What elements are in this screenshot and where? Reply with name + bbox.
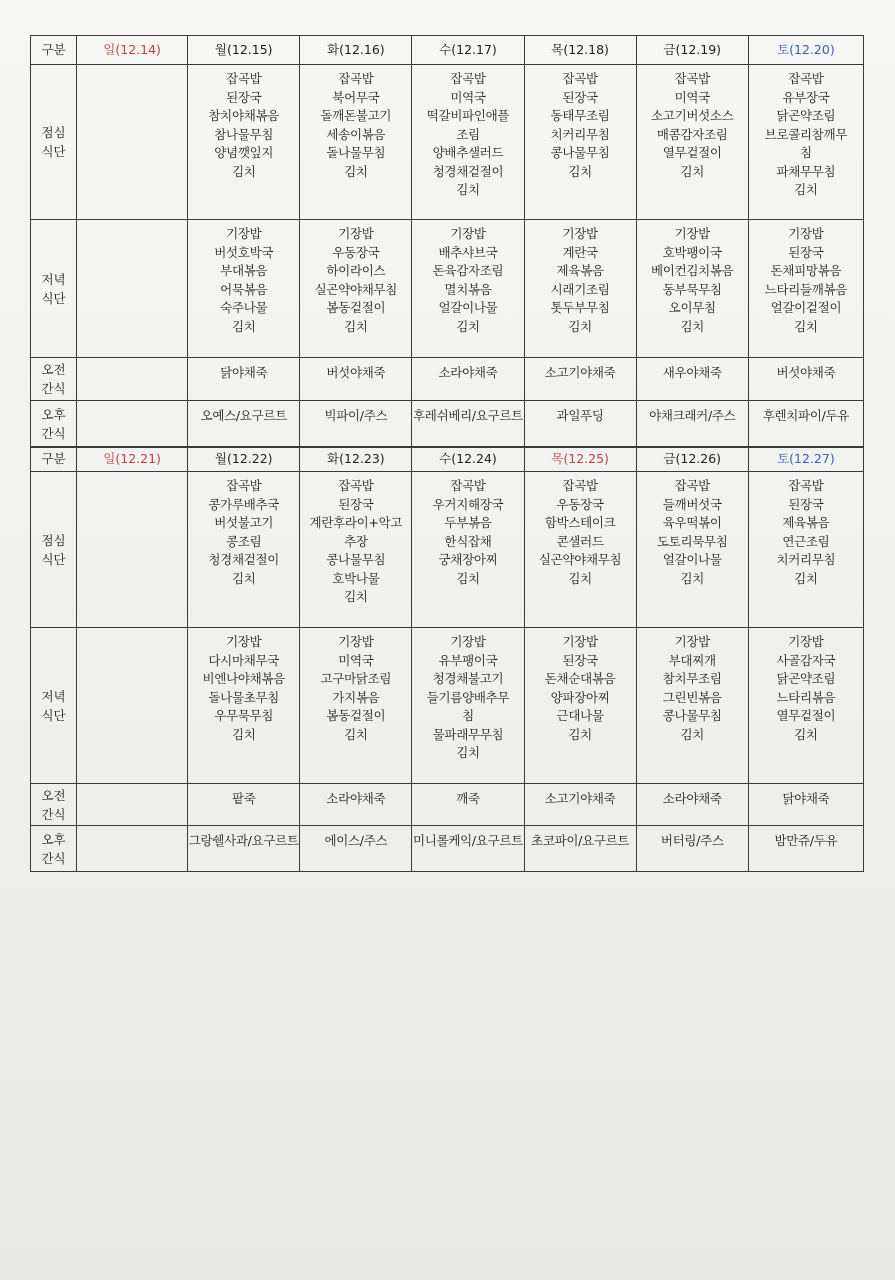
- menu-item: 된장국: [788, 496, 824, 512]
- menu-item: 돌깨돈불고기: [320, 108, 392, 123]
- menu-item: 참치야채볶음: [208, 108, 280, 123]
- menu-item: 잡곡밥: [226, 71, 262, 86]
- menu-item: 김치: [568, 570, 592, 586]
- menu-item: 잡곡밥: [788, 478, 824, 493]
- snack-item: [77, 784, 187, 790]
- row-label-line: 점심: [41, 532, 66, 548]
- snack-cell: [300, 401, 412, 448]
- menu-item: 잡곡밥: [562, 71, 598, 86]
- day-header: 월(12.15): [188, 36, 300, 65]
- menu-item: 배추샤브국: [438, 244, 498, 260]
- menu-item: 한식잡채: [444, 533, 492, 549]
- menu-item: 김치: [344, 163, 368, 179]
- menu-item: 얼갈이나물: [662, 552, 722, 567]
- snack-cell: [188, 358, 300, 401]
- row-label-line: 식단: [41, 144, 66, 159]
- snack-cell: [636, 784, 748, 826]
- menu-item: 고구마닭조림: [320, 671, 392, 686]
- menu-item: 어묵볶음: [220, 281, 268, 297]
- menu-cell: [412, 628, 524, 784]
- menu-item: 치커리무침: [550, 126, 610, 142]
- menu-item: 참치무조림: [662, 671, 722, 686]
- menu-item: 기장밥: [674, 226, 710, 241]
- menu-item: 도토리묵무침: [656, 533, 728, 549]
- snack-cell: [300, 784, 412, 826]
- menu-cell: [300, 220, 412, 358]
- menu-item: 김치: [456, 745, 480, 760]
- menu-item: 계란국: [562, 244, 598, 260]
- menu-item: 얼갈이나물: [438, 300, 498, 315]
- menu-cell: [300, 628, 412, 784]
- menu-item: 실곤약야채무침: [538, 552, 622, 567]
- row-label-line: 저녁: [41, 688, 66, 704]
- menu-item: 오이무침: [668, 300, 716, 315]
- day-header: 금(12.19): [636, 36, 748, 65]
- snack-item: 야채크래커/주스: [649, 408, 736, 423]
- menu-item: 봄동겉절이: [326, 300, 386, 315]
- menu-item: 치커리무침: [776, 552, 836, 567]
- header-row: [31, 447, 864, 472]
- afternoon-snack-label: [31, 401, 77, 448]
- week-1-menu-table: [30, 35, 864, 448]
- menu-item: 버섯호박국: [214, 244, 274, 260]
- menu-item: 기장밥: [788, 634, 824, 649]
- day-header: 수(12.24): [412, 447, 524, 472]
- snack-cell: [748, 401, 863, 448]
- dinner-label: [31, 220, 77, 358]
- menu-item: 우거지해장국: [432, 496, 504, 512]
- snack-item: 소라야채죽: [438, 365, 498, 380]
- menu-item: 김치: [568, 318, 592, 334]
- menu-cell: [524, 628, 636, 784]
- day-header: 월(12.22): [188, 447, 300, 472]
- snack-cell: [412, 826, 524, 872]
- snack-item: 소고기야채죽: [544, 791, 616, 806]
- snack-cell: [412, 784, 524, 826]
- snack-item: 소고기야채죽: [544, 365, 616, 380]
- snack-item: 초코파이/요구르트: [531, 833, 630, 848]
- menu-item: 들깨버섯국: [662, 496, 722, 512]
- week-2-menu-table: [30, 446, 864, 872]
- row-label-line: 오전: [41, 787, 66, 803]
- menu-item: 양배추샐러드: [432, 145, 504, 160]
- menu-item: 우무묵무침: [214, 708, 274, 723]
- menu-cell: [188, 628, 300, 784]
- menu-item: 잡곡밥: [338, 478, 374, 493]
- menu-item: 얼갈이겉절이: [770, 300, 842, 315]
- menu-item: 추장: [344, 533, 368, 549]
- snack-item: 팥죽: [231, 791, 256, 806]
- menu-cell: [412, 220, 524, 358]
- menu-item: 김치: [344, 318, 368, 334]
- menu-item: 잡곡밥: [788, 71, 824, 86]
- menu-item: 김치: [456, 570, 480, 586]
- menu-item: 사골감자국: [776, 652, 836, 668]
- menu-item: 북어무국: [332, 89, 380, 105]
- afternoon-snack-row: [31, 401, 864, 448]
- menu-item: 비엔나야채볶음: [202, 671, 285, 686]
- row-label-line: 저녁: [41, 271, 66, 287]
- lunch-label: [31, 65, 77, 220]
- menu-item: 참나물무침: [214, 126, 274, 142]
- snack-cell: [77, 358, 188, 401]
- menu-item: 두부볶음: [444, 515, 492, 530]
- snack-item: 후렌치파이/두유: [762, 408, 850, 423]
- menu-item: 김치: [680, 570, 705, 586]
- row-label-line: 식단: [41, 290, 66, 306]
- morning-snack-row: [31, 358, 864, 401]
- menu-item: 양파장아찌: [550, 689, 610, 705]
- menu-item: 기장밥: [562, 226, 598, 241]
- menu-item: 파채무무침: [776, 163, 836, 179]
- snack-cell: [524, 401, 636, 448]
- menu-item: 느타리들깨볶음: [764, 281, 848, 297]
- menu-item: 미역국: [450, 89, 486, 105]
- menu-item: 호박나물: [332, 570, 380, 586]
- menu-item: 돈육감자조림: [432, 263, 504, 278]
- menu-item: 들기름양배추무: [426, 689, 510, 705]
- dinner-label: [31, 628, 77, 784]
- snack-cell: [748, 826, 863, 872]
- menu-item: 톳두부무침: [550, 300, 610, 315]
- menu-item: 김치: [231, 726, 256, 742]
- menu-cell: [636, 220, 748, 358]
- menu-item: 매콤감자조림: [656, 126, 728, 142]
- menu-item: 콩나물무침: [326, 552, 386, 567]
- menu-item: 우동장국: [332, 244, 380, 260]
- lunch-label: [31, 472, 77, 628]
- snack-cell: [524, 826, 636, 872]
- menu-item: 김치: [456, 318, 480, 334]
- snack-cell: [524, 784, 636, 826]
- menu-cell: [748, 628, 863, 784]
- snack-item: 그랑쉘사과/요구르트: [188, 833, 299, 848]
- menu-cell: [636, 628, 748, 784]
- menu-item: 계란후라이+악고: [309, 515, 403, 530]
- lunch-row: [31, 65, 864, 220]
- day-header: 금(12.26): [636, 447, 748, 472]
- menu-item: 다시마채무국: [208, 652, 280, 668]
- header-label: 구분: [31, 36, 77, 65]
- menu-item: 베이컨김치볶음: [651, 263, 734, 278]
- menu-item: 김치: [456, 182, 480, 197]
- day-header: 수(12.17): [412, 36, 524, 65]
- menu-cell: [188, 472, 300, 628]
- menu-item: 우동장국: [556, 496, 604, 512]
- dinner-row: [31, 220, 864, 358]
- menu-item: 콩나물무침: [550, 145, 610, 160]
- lunch-row: [31, 472, 864, 628]
- snack-cell: [188, 784, 300, 826]
- menu-item: 김치: [231, 163, 256, 179]
- menu-item: 부대찌개: [668, 652, 716, 668]
- menu-item: 된장국: [226, 89, 262, 105]
- menu-item: 김치: [794, 726, 818, 742]
- dinner-row: [31, 628, 864, 784]
- day-header: 토(12.27): [748, 447, 863, 472]
- menu-item: 콩나물무침: [662, 708, 722, 723]
- menu-item: 기장밥: [674, 634, 710, 649]
- snack-item: [77, 826, 187, 832]
- menu-item: 닭곤약조림: [776, 108, 836, 123]
- snack-cell: [636, 401, 748, 448]
- snack-item: 닭야채죽: [782, 791, 830, 806]
- header-label: 구분: [31, 447, 77, 472]
- snack-item: 버섯야채죽: [776, 365, 836, 380]
- header-row: [31, 36, 864, 65]
- menu-cell: [748, 220, 863, 358]
- day-header: 목(12.25): [524, 447, 636, 472]
- menu-item: 부대볶음: [220, 263, 268, 278]
- row-label-line: 간식: [41, 426, 66, 441]
- menu-item: 잡곡밥: [450, 478, 486, 493]
- menu-item: 김치: [794, 318, 818, 334]
- snack-item: [77, 401, 187, 407]
- snack-item: 버터링/주스: [660, 833, 724, 848]
- menu-item: 김치: [794, 182, 818, 197]
- snack-cell: [77, 784, 188, 826]
- snack-item: 깨죽: [456, 791, 480, 806]
- menu-cell: [412, 65, 524, 220]
- menu-item: 제육볶음: [782, 515, 830, 530]
- snack-item: 빅파이/주스: [324, 408, 388, 423]
- menu-item: 시래기조림: [550, 281, 610, 297]
- menu-item: 열무겉절이: [662, 145, 722, 160]
- day-header: 화(12.23): [300, 447, 412, 472]
- snack-item: 과일푸딩: [556, 408, 604, 423]
- menu-item: 김치: [680, 163, 705, 179]
- menu-item: 콩가루배추국: [208, 496, 280, 512]
- menu-cell: [300, 472, 412, 628]
- menu-item: 콘샐러드: [556, 533, 604, 549]
- menu-item: 함박스테이크: [544, 515, 616, 530]
- menu-item: 소고기버섯소스: [651, 108, 734, 123]
- menu-cell: [636, 65, 748, 220]
- menu-item: 돌나물무침: [326, 145, 386, 160]
- menu-cell: [636, 472, 748, 628]
- menu-item: 근대나물: [556, 708, 604, 723]
- snack-cell: [636, 826, 748, 872]
- snack-item: 밤만쥬/두유: [774, 833, 838, 848]
- menu-item: 제육볶음: [556, 263, 604, 278]
- day-header: 일(12.14): [77, 36, 188, 65]
- menu-item: 기장밥: [788, 226, 824, 241]
- snack-item: 에이스/주스: [324, 833, 388, 848]
- row-label-line: 간식: [41, 381, 66, 396]
- snack-cell: [188, 401, 300, 448]
- menu-item: 김치: [568, 726, 592, 742]
- menu-item: 김치: [344, 726, 368, 742]
- day-header: 화(12.16): [300, 36, 412, 65]
- menu-cell: [524, 220, 636, 358]
- menu-item: 기장밥: [562, 634, 598, 649]
- menu-item: 침: [800, 145, 812, 160]
- snack-cell: [300, 358, 412, 401]
- menu-cell: [748, 65, 863, 220]
- menu-item: 침: [462, 708, 474, 723]
- menu-item: 미역국: [338, 652, 374, 668]
- row-label-line: 점심: [41, 125, 66, 140]
- menu-item: 돈채피망볶음: [770, 263, 842, 278]
- day-header: 토(12.20): [748, 36, 863, 65]
- menu-item: 청경채불고기: [432, 671, 504, 686]
- menu-item: 청경채겉절이: [432, 163, 504, 179]
- menu-item: 기장밥: [450, 226, 486, 241]
- snack-item: [77, 358, 187, 364]
- menu-item: 돌나물초무침: [208, 689, 280, 705]
- menu-item: 잡곡밥: [674, 71, 710, 86]
- menu-item: 청경채겉절이: [208, 552, 280, 567]
- menu-item: 기장밥: [338, 226, 374, 241]
- menu-item: 콩조림: [226, 533, 262, 549]
- menu-item: 기장밥: [338, 634, 374, 649]
- row-label-line: 식단: [41, 551, 66, 567]
- snack-item: 새우야채죽: [662, 365, 722, 380]
- snack-item: 미니롤케익/요구르트: [413, 833, 523, 848]
- afternoon-snack-label: [31, 826, 77, 872]
- menu-cell: [524, 65, 636, 220]
- menu-cell: [300, 65, 412, 220]
- menu-item: 봄동겉절이: [326, 708, 386, 723]
- snack-cell: [77, 401, 188, 448]
- menu-item: 김치: [680, 318, 705, 334]
- menu-item: 숙주나물: [220, 300, 268, 315]
- menu-item: 브로콜리참깨무: [764, 126, 848, 142]
- day-header: 목(12.18): [524, 36, 636, 65]
- snack-cell: [77, 826, 188, 872]
- afternoon-snack-row: [31, 826, 864, 872]
- menu-cell: [524, 472, 636, 628]
- row-label-line: 오후: [41, 831, 66, 847]
- menu-item: 실곤약야채무침: [314, 281, 398, 297]
- menu-item: 김치: [568, 163, 592, 179]
- menu-item: 유부장국: [782, 89, 830, 105]
- menu-item: 돈채순대볶음: [544, 671, 616, 686]
- menu-item: 된장국: [788, 244, 824, 260]
- menu-item: 양념깻잎지: [214, 145, 274, 160]
- menu-item: 연근조림: [782, 533, 830, 549]
- snack-cell: [188, 826, 300, 872]
- snack-item: 소라야채죽: [326, 791, 386, 806]
- menu-item: 잡곡밥: [450, 71, 486, 86]
- menu-cell: [77, 65, 188, 220]
- morning-snack-row: [31, 784, 864, 826]
- row-label-line: 식단: [41, 707, 66, 723]
- menu-item: 떡갈비파인애플: [426, 108, 510, 123]
- menu-item: 조림: [456, 126, 480, 142]
- menu-item: 미역국: [674, 89, 710, 105]
- snack-item: 닭야채죽: [220, 365, 268, 380]
- snack-item: 후레쉬베리/요구르트: [413, 408, 523, 423]
- menu-item: 김치: [344, 589, 368, 604]
- menu-item: 열무겉절이: [776, 708, 836, 723]
- menu-item: 닭곤약조림: [776, 671, 836, 686]
- menu-item: 잡곡밥: [338, 71, 374, 86]
- menu-cell: [77, 628, 188, 784]
- menu-item: 김치: [794, 570, 818, 586]
- snack-item: 소라야채죽: [662, 791, 722, 806]
- menu-item: 세송이볶음: [326, 126, 386, 142]
- menu-item: 된장국: [562, 652, 598, 668]
- menu-item: 물파래무무침: [432, 726, 504, 742]
- snack-cell: [412, 358, 524, 401]
- snack-item: 오예스/요구르트: [200, 408, 287, 423]
- row-label-line: 오전: [41, 362, 66, 377]
- menu-item: 유부팽이국: [438, 652, 498, 668]
- snack-cell: [300, 826, 412, 872]
- menu-item: 멸치볶음: [444, 281, 492, 297]
- menu-item: 잡곡밥: [226, 478, 262, 493]
- menu-cell: [77, 472, 188, 628]
- morning-snack-label: [31, 358, 77, 401]
- menu-item: 동부묵무침: [662, 281, 722, 297]
- menu-cell: [188, 220, 300, 358]
- snack-cell: [412, 401, 524, 448]
- menu-item: 된장국: [338, 496, 374, 512]
- menu-item: 그린빈볶음: [662, 689, 722, 705]
- menu-item: 기장밥: [226, 634, 262, 649]
- menu-item: 김치: [231, 570, 256, 586]
- snack-cell: [748, 784, 863, 826]
- menu-item: 김치: [231, 318, 256, 334]
- menu-cell: [748, 472, 863, 628]
- row-label-line: 간식: [41, 850, 66, 866]
- row-label-line: 간식: [41, 806, 66, 822]
- snack-cell: [524, 358, 636, 401]
- menu-item: 김치: [680, 726, 705, 742]
- menu-cell: [77, 220, 188, 358]
- morning-snack-label: [31, 784, 77, 826]
- menu-item: 가지볶음: [332, 689, 380, 705]
- menu-item: 동태무조림: [550, 108, 610, 123]
- menu-item: 된장국: [562, 89, 598, 105]
- menu-item: 버섯불고기: [214, 515, 274, 530]
- menu-cell: [412, 472, 524, 628]
- menu-item: 느타리볶음: [776, 689, 836, 705]
- menu-item: 하이라이스: [326, 263, 386, 278]
- menu-item: 육우떡볶이: [662, 515, 722, 530]
- menu-item: 잡곡밥: [674, 478, 710, 493]
- menu-item: 기장밥: [450, 634, 486, 649]
- menu-item: 호박팽이국: [662, 244, 722, 260]
- menu-item: 궁채장아찌: [438, 552, 498, 567]
- menu-item: 잡곡밥: [562, 478, 598, 493]
- menu-item: 기장밥: [226, 226, 262, 241]
- menu-cell: [188, 65, 300, 220]
- day-header: 일(12.21): [77, 447, 188, 472]
- row-label-line: 오후: [41, 407, 66, 422]
- snack-cell: [748, 358, 863, 401]
- snack-cell: [636, 358, 748, 401]
- snack-item: 버섯야채죽: [326, 365, 386, 380]
